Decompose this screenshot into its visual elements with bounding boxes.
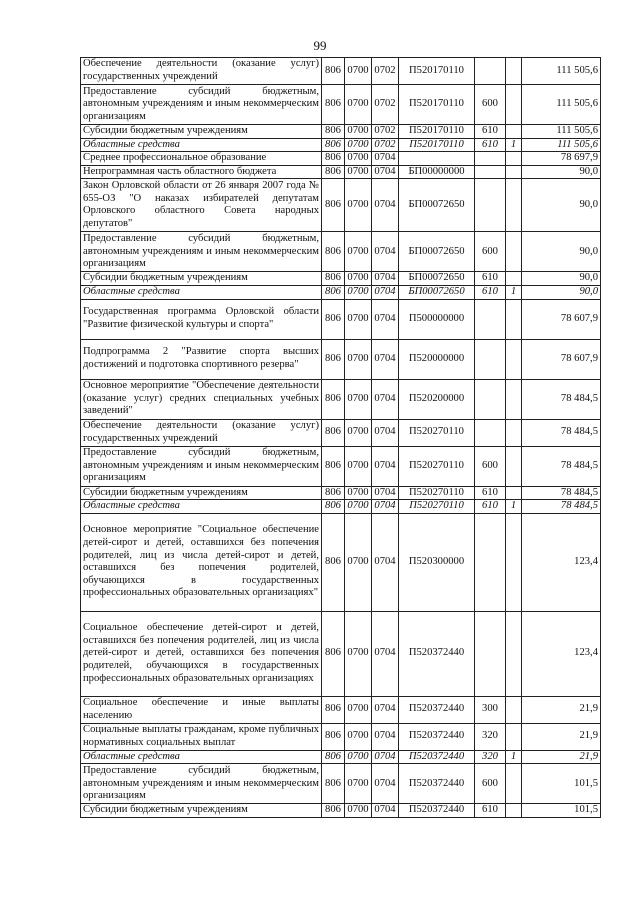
row-expense-type-code: 600 [475, 85, 506, 125]
table-row [81, 379, 601, 419]
table-row [81, 179, 601, 232]
table-row [81, 299, 601, 339]
row-subsection-code: 0704 [372, 500, 399, 514]
row-funding-source-code [506, 696, 522, 723]
row-funding-source-code [506, 419, 522, 446]
row-name: Социальное обеспечение и иные выплаты населению [81, 696, 322, 723]
row-funding-source-code [506, 299, 522, 339]
table-row [81, 165, 601, 179]
row-amount: 78 484,5 [522, 379, 601, 419]
row-expense-type-code: 610 [475, 125, 506, 139]
row-expense-type-code [475, 179, 506, 232]
row-name: Основное мероприятие "Социальное обеспечение детей-сирот и детей, оставшихся без попечения родителей, лиц из числа детей-сирот и детей, оставшихся без попечения родителей, обучающихся в государственных профессиональных образовательных организациях" [81, 513, 322, 611]
row-ministry-code: 806 [322, 232, 345, 272]
row-section-code: 0700 [345, 85, 372, 125]
table-row [81, 611, 601, 696]
row-ministry-code: 806 [322, 764, 345, 804]
row-subsection-code: 0704 [372, 611, 399, 696]
row-section-code: 0700 [345, 285, 372, 299]
row-funding-source-code [506, 152, 522, 166]
row-ministry-code: 806 [322, 339, 345, 379]
row-target-article-code: БП00072650 [399, 272, 475, 286]
row-section-code: 0700 [345, 513, 372, 611]
row-section-code: 0700 [345, 58, 372, 85]
row-target-article-code: П520270110 [399, 419, 475, 446]
row-ministry-code: 806 [322, 513, 345, 611]
row-section-code: 0700 [345, 723, 372, 750]
row-name: Областные средства [81, 285, 322, 299]
table-row [81, 272, 601, 286]
row-amount: 111 505,6 [522, 138, 601, 152]
row-funding-source-code [506, 58, 522, 85]
row-target-article-code: П520372440 [399, 804, 475, 818]
row-amount: 123,4 [522, 611, 601, 696]
row-amount: 78 484,5 [522, 500, 601, 514]
page-number: 99 [313, 38, 327, 53]
row-target-article-code: П520000000 [399, 339, 475, 379]
row-subsection-code: 0704 [372, 513, 399, 611]
row-ministry-code: 806 [322, 285, 345, 299]
row-target-article-code: П520270110 [399, 500, 475, 514]
row-target-article-code: П520372440 [399, 696, 475, 723]
row-ministry-code: 806 [322, 696, 345, 723]
row-amount: 111 505,6 [522, 85, 601, 125]
row-name: Предоставление субсидий бюджетным, автономным учреждениям и иным некоммерческим организациям [81, 764, 322, 804]
row-section-code: 0700 [345, 419, 372, 446]
row-subsection-code: 0704 [372, 299, 399, 339]
row-section-code: 0700 [345, 379, 372, 419]
table-row [81, 152, 601, 166]
row-expense-type-code: 610 [475, 804, 506, 818]
row-section-code: 0700 [345, 611, 372, 696]
row-section-code: 0700 [345, 486, 372, 500]
row-ministry-code: 806 [322, 446, 345, 486]
row-expense-type-code [475, 58, 506, 85]
row-ministry-code: 806 [322, 419, 345, 446]
row-expense-type-code [475, 513, 506, 611]
table-row [81, 750, 601, 764]
row-subsection-code: 0702 [372, 138, 399, 152]
row-ministry-code: 806 [322, 723, 345, 750]
row-funding-source-code [506, 165, 522, 179]
row-amount: 101,5 [522, 804, 601, 818]
row-target-article-code: П520170110 [399, 125, 475, 139]
row-name: Предоставление субсидий бюджетным, автономным учреждениям и иным некоммерческим организациям [81, 446, 322, 486]
row-name: Областные средства [81, 138, 322, 152]
row-ministry-code: 806 [322, 179, 345, 232]
row-amount: 123,4 [522, 513, 601, 611]
row-subsection-code: 0704 [372, 152, 399, 166]
row-amount: 101,5 [522, 764, 601, 804]
row-subsection-code: 0704 [372, 165, 399, 179]
row-target-article-code: БП00072650 [399, 179, 475, 232]
row-name: Субсидии бюджетным учреждениям [81, 125, 322, 139]
table-row [81, 723, 601, 750]
row-section-code: 0700 [345, 804, 372, 818]
row-target-article-code: П520200000 [399, 379, 475, 419]
row-funding-source-code [506, 85, 522, 125]
table-row [81, 486, 601, 500]
row-section-code: 0700 [345, 165, 372, 179]
row-section-code: 0700 [345, 339, 372, 379]
row-amount: 78 697,9 [522, 152, 601, 166]
row-ministry-code: 806 [322, 500, 345, 514]
row-expense-type-code: 320 [475, 750, 506, 764]
row-expense-type-code [475, 611, 506, 696]
row-amount: 111 505,6 [522, 125, 601, 139]
row-section-code: 0700 [345, 500, 372, 514]
row-ministry-code: 806 [322, 138, 345, 152]
row-ministry-code: 806 [322, 804, 345, 818]
row-name: Среднее профессиональное образование [81, 152, 322, 166]
row-name: Подпрограмма 2 "Развитие спорта высших достижений и подготовка спортивного резерва" [81, 339, 322, 379]
table-row [81, 232, 601, 272]
budget-table-body [81, 58, 601, 818]
row-expense-type-code [475, 419, 506, 446]
row-funding-source-code [506, 486, 522, 500]
row-funding-source-code: 1 [506, 500, 522, 514]
row-name: Основное мероприятие "Обеспечение деятельности (оказание услуг) средних специальных учебных заведений" [81, 379, 322, 419]
row-subsection-code: 0704 [372, 179, 399, 232]
row-expense-type-code: 600 [475, 764, 506, 804]
row-target-article-code: П500000000 [399, 299, 475, 339]
row-section-code: 0700 [345, 446, 372, 486]
row-amount: 78 607,9 [522, 299, 601, 339]
row-expense-type-code: 610 [475, 138, 506, 152]
row-target-article-code: БП00072650 [399, 285, 475, 299]
table-row [81, 339, 601, 379]
row-expense-type-code: 610 [475, 500, 506, 514]
row-name: Областные средства [81, 500, 322, 514]
row-expense-type-code [475, 165, 506, 179]
row-expense-type-code [475, 379, 506, 419]
row-subsection-code: 0702 [372, 58, 399, 85]
row-funding-source-code [506, 232, 522, 272]
row-funding-source-code: 1 [506, 750, 522, 764]
row-subsection-code: 0702 [372, 85, 399, 125]
table-row [81, 58, 601, 85]
row-name: Государственная программа Орловской области "Развитие физической культуры и спорта" [81, 299, 322, 339]
row-funding-source-code [506, 611, 522, 696]
row-amount: 90,0 [522, 285, 601, 299]
row-ministry-code: 806 [322, 750, 345, 764]
row-amount: 90,0 [522, 232, 601, 272]
row-expense-type-code: 600 [475, 232, 506, 272]
row-target-article-code: П520372440 [399, 764, 475, 804]
table-row [81, 419, 601, 446]
row-amount: 111 505,6 [522, 58, 601, 85]
row-section-code: 0700 [345, 232, 372, 272]
row-section-code: 0700 [345, 696, 372, 723]
row-name: Субсидии бюджетным учреждениям [81, 272, 322, 286]
row-subsection-code: 0704 [372, 232, 399, 272]
table-row [81, 125, 601, 139]
row-name: Социальные выплаты гражданам, кроме публичных нормативных социальных выплат [81, 723, 322, 750]
row-target-article-code: П520372440 [399, 723, 475, 750]
row-funding-source-code [506, 272, 522, 286]
row-funding-source-code [506, 513, 522, 611]
row-expense-type-code [475, 152, 506, 166]
row-name: Предоставление субсидий бюджетным, автономным учреждениям и иным некоммерческим организациям [81, 85, 322, 125]
row-ministry-code: 806 [322, 611, 345, 696]
row-target-article-code: П520270110 [399, 446, 475, 486]
table-row [81, 285, 601, 299]
row-amount: 21,9 [522, 750, 601, 764]
table-row [81, 446, 601, 486]
row-expense-type-code: 610 [475, 285, 506, 299]
row-funding-source-code [506, 804, 522, 818]
table-row [81, 500, 601, 514]
row-target-article-code: БП00000000 [399, 165, 475, 179]
row-name: Субсидии бюджетным учреждениям [81, 486, 322, 500]
row-subsection-code: 0704 [372, 379, 399, 419]
row-amount: 21,9 [522, 723, 601, 750]
row-expense-type-code [475, 339, 506, 379]
table-row [81, 696, 601, 723]
row-subsection-code: 0704 [372, 723, 399, 750]
row-subsection-code: 0704 [372, 272, 399, 286]
row-target-article-code [399, 152, 475, 166]
budget-table [80, 57, 601, 818]
row-expense-type-code: 610 [475, 272, 506, 286]
row-subsection-code: 0704 [372, 750, 399, 764]
row-expense-type-code: 610 [475, 486, 506, 500]
row-subsection-code: 0704 [372, 696, 399, 723]
row-name: Субсидии бюджетным учреждениям [81, 804, 322, 818]
row-ministry-code: 806 [322, 152, 345, 166]
row-funding-source-code: 1 [506, 138, 522, 152]
row-subsection-code: 0704 [372, 285, 399, 299]
row-funding-source-code [506, 339, 522, 379]
row-expense-type-code: 300 [475, 696, 506, 723]
row-expense-type-code [475, 299, 506, 339]
row-funding-source-code [506, 379, 522, 419]
row-ministry-code: 806 [322, 125, 345, 139]
row-subsection-code: 0704 [372, 764, 399, 804]
row-target-article-code: П520270110 [399, 486, 475, 500]
row-ministry-code: 806 [322, 58, 345, 85]
row-section-code: 0700 [345, 299, 372, 339]
row-amount: 78 607,9 [522, 339, 601, 379]
row-name: Непрограммная часть областного бюджета [81, 165, 322, 179]
row-funding-source-code [506, 723, 522, 750]
row-amount: 90,0 [522, 165, 601, 179]
row-funding-source-code: 1 [506, 285, 522, 299]
row-name: Областные средства [81, 750, 322, 764]
row-subsection-code: 0704 [372, 446, 399, 486]
row-amount: 78 484,5 [522, 486, 601, 500]
row-target-article-code: П520170110 [399, 85, 475, 125]
row-ministry-code: 806 [322, 486, 345, 500]
row-expense-type-code: 320 [475, 723, 506, 750]
row-subsection-code: 0704 [372, 486, 399, 500]
row-section-code: 0700 [345, 179, 372, 232]
table-row [81, 85, 601, 125]
row-amount: 90,0 [522, 272, 601, 286]
row-ministry-code: 806 [322, 299, 345, 339]
row-expense-type-code: 600 [475, 446, 506, 486]
row-amount: 90,0 [522, 179, 601, 232]
row-target-article-code: П520170110 [399, 138, 475, 152]
row-subsection-code: 0704 [372, 419, 399, 446]
row-amount: 21,9 [522, 696, 601, 723]
table-row [81, 513, 601, 611]
row-target-article-code: П520300000 [399, 513, 475, 611]
row-name: Предоставление субсидий бюджетным, автономным учреждениям и иным некоммерческим организациям [81, 232, 322, 272]
row-ministry-code: 806 [322, 379, 345, 419]
row-amount: 78 484,5 [522, 446, 601, 486]
table-row [81, 138, 601, 152]
row-name: Обеспечение деятельности (оказание услуг) государственных учреждений [81, 58, 322, 85]
row-amount: 78 484,5 [522, 419, 601, 446]
row-funding-source-code [506, 125, 522, 139]
row-target-article-code: П520372440 [399, 750, 475, 764]
row-section-code: 0700 [345, 152, 372, 166]
row-section-code: 0700 [345, 272, 372, 286]
row-section-code: 0700 [345, 125, 372, 139]
row-ministry-code: 806 [322, 165, 345, 179]
table-row [81, 804, 601, 818]
row-funding-source-code [506, 446, 522, 486]
row-target-article-code: П520170110 [399, 58, 475, 85]
row-ministry-code: 806 [322, 85, 345, 125]
row-name: Закон Орловской области от 26 января 2007 года № 655-ОЗ "О наказах избирателей депутатам Орловского областного Совета народных депутатов" [81, 179, 322, 232]
row-section-code: 0700 [345, 764, 372, 804]
table-row [81, 764, 601, 804]
row-ministry-code: 806 [322, 272, 345, 286]
row-subsection-code: 0704 [372, 804, 399, 818]
row-funding-source-code [506, 179, 522, 232]
row-target-article-code: П520372440 [399, 611, 475, 696]
row-section-code: 0700 [345, 750, 372, 764]
row-subsection-code: 0704 [372, 339, 399, 379]
row-section-code: 0700 [345, 138, 372, 152]
row-name: Обеспечение деятельности (оказание услуг) государственных учреждений [81, 419, 322, 446]
row-target-article-code: БП00072650 [399, 232, 475, 272]
row-subsection-code: 0702 [372, 125, 399, 139]
row-funding-source-code [506, 764, 522, 804]
row-name: Социальное обеспечение детей-сирот и детей, оставшихся без попечения родителей, лиц из числа детей-сирот и детей, оставшихся без попечения родителей, обучающихся в государственных профессиональных образовательных организациях [81, 611, 322, 696]
